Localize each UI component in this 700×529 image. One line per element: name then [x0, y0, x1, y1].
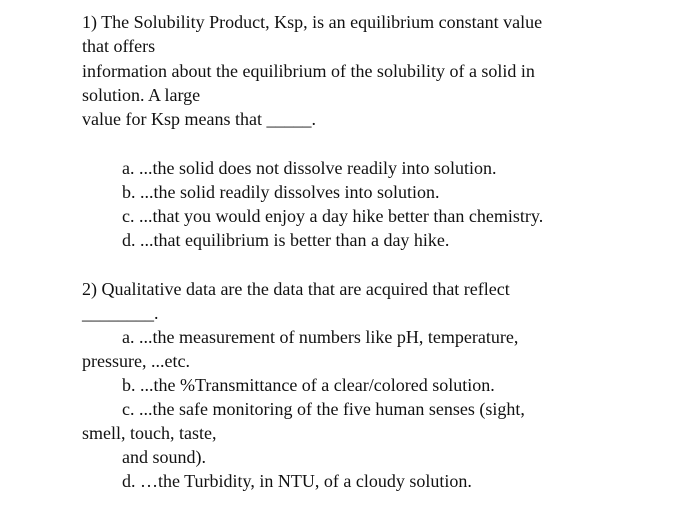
q2-option-c-line-3: and sound).	[122, 447, 206, 467]
q1-line-2: that offers	[82, 36, 156, 56]
q2-option-d: d. …the Turbidity, in NTU, of a cloudy solution.	[122, 471, 472, 491]
q1-option-d: d. ...that equilibrium is better than a day hike.	[122, 230, 450, 250]
q2-option-c-line-2: smell, touch, taste,	[82, 423, 217, 443]
q1-line-4: solution. A large	[82, 85, 201, 105]
q2-option-c-line-1: c. ...the safe monitoring of the five human senses (sight,	[122, 399, 525, 419]
q1-line-3: information about the equilibrium of the solubility of a solid in	[82, 61, 535, 81]
q1-option-b: b. ...the solid readily dissolves into solution.	[122, 182, 440, 202]
q2-option-b: b. ...the %Transmittance of a clear/colored solution.	[122, 375, 495, 395]
q1-option-c: c. ...that you would enjoy a day hike better than chemistry.	[122, 206, 544, 226]
q2-blank: ________.	[82, 303, 159, 323]
q1-line-1: 1) The Solubility Product, Ksp, is an equilibrium constant value	[82, 12, 543, 32]
q2-option-a-line-2: pressure, ...etc.	[82, 351, 190, 371]
q1-option-a: a. ...the solid does not dissolve readily into solution.	[122, 158, 497, 178]
q1-line-5: value for Ksp means that _____.	[82, 109, 316, 129]
q2-option-a-line-1: a. ...the measurement of numbers like pH, temperature,	[122, 327, 519, 347]
q2-line-1: 2) Qualitative data are the data that are acquired that reflect	[82, 279, 510, 299]
